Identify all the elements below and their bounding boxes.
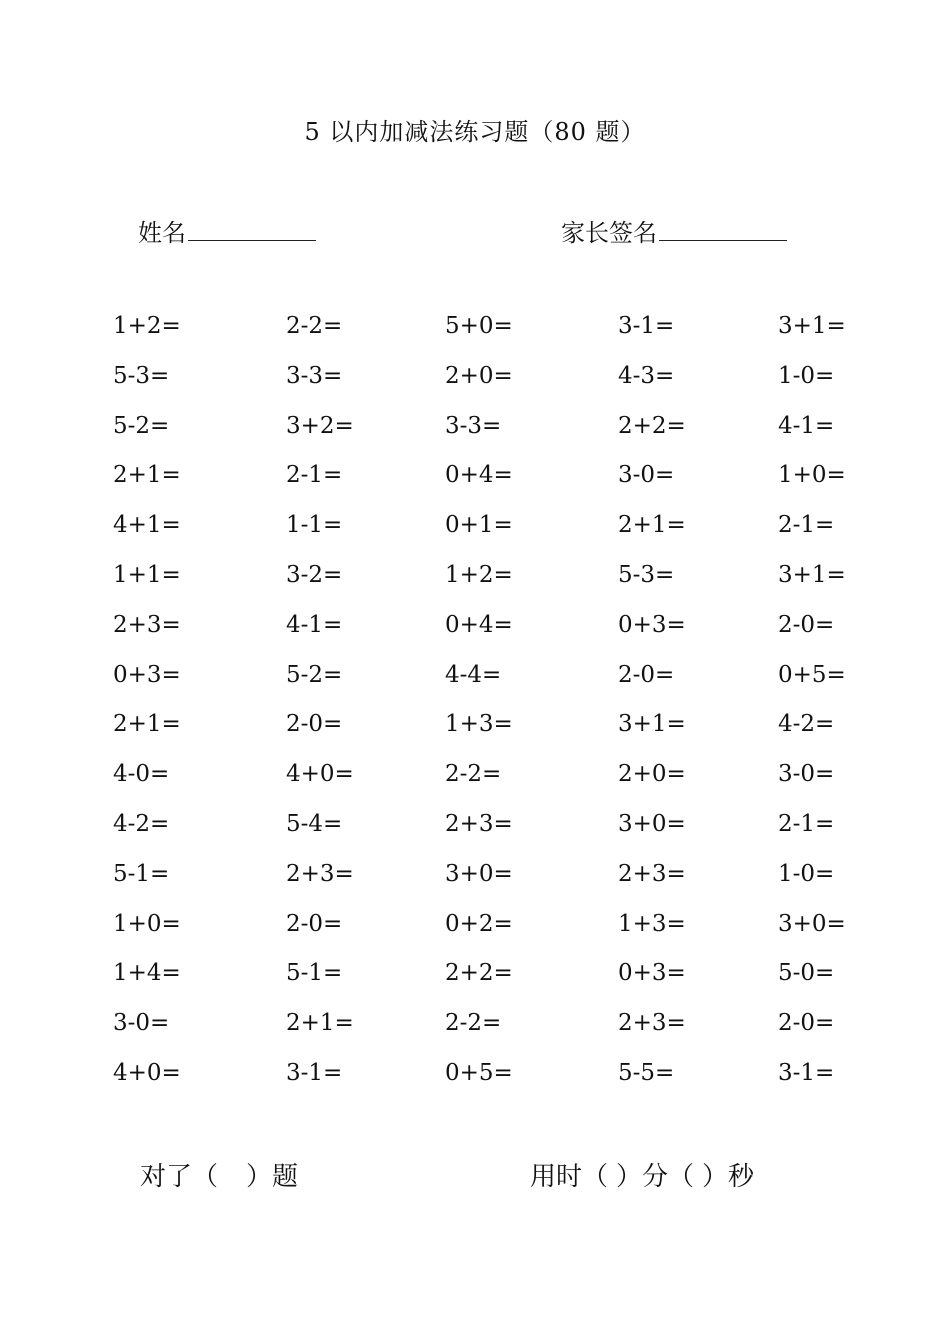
- problem-item: 0+1=: [445, 512, 513, 539]
- problem-item: 5-4=: [286, 810, 343, 837]
- problem-item: 3-0=: [618, 462, 675, 489]
- problem-item: 1+0=: [113, 910, 181, 937]
- problem-item: 2+3=: [286, 860, 354, 887]
- problem-row: [0, 854, 950, 904]
- problem-item: 1+2=: [445, 561, 513, 588]
- problem-row: [0, 406, 950, 456]
- problem-item: 3-0=: [778, 761, 835, 788]
- problem-item: 1+3=: [618, 910, 686, 937]
- problem-row: [0, 605, 950, 655]
- name-blank[interactable]: [188, 216, 316, 241]
- problem-item: 2-0=: [778, 1010, 835, 1037]
- problem-item: 2-0=: [778, 611, 835, 638]
- problem-item: 1+2=: [113, 313, 181, 339]
- problem-item: 1-0=: [778, 860, 835, 887]
- problem-row: [0, 505, 950, 555]
- problem-item: 5-2=: [113, 412, 170, 439]
- problem-item: 3+0=: [618, 810, 686, 837]
- problem-item: 2+3=: [618, 1010, 686, 1037]
- problem-item: 2-1=: [286, 462, 343, 489]
- problem-item: 3+1=: [778, 313, 846, 339]
- problem-item: 0+4=: [445, 611, 513, 638]
- problem-item: 2+1=: [618, 512, 686, 539]
- problem-item: 3-1=: [618, 313, 675, 339]
- problem-item: 2-1=: [778, 512, 835, 539]
- correct-count-line: [140, 1156, 298, 1193]
- problem-item: 2+1=: [113, 462, 181, 489]
- problem-item: 5-0=: [778, 960, 835, 987]
- time-used-line: [530, 1156, 754, 1193]
- problem-item: 4+0=: [113, 1059, 181, 1086]
- problem-item: 4-3=: [618, 362, 675, 389]
- problem-item: 3-0=: [113, 1010, 170, 1037]
- problem-row: [0, 754, 950, 804]
- problem-item: 5-5=: [618, 1059, 675, 1086]
- time-suffix: ）秒: [702, 1162, 755, 1192]
- problem-row: [0, 704, 950, 754]
- problem-item: 4+1=: [113, 512, 181, 539]
- problem-item: 2+3=: [445, 810, 513, 837]
- problem-item: 3-3=: [445, 412, 502, 439]
- problem-item: 4-0=: [113, 761, 170, 788]
- problem-item: 3+2=: [286, 412, 354, 439]
- problem-item: 1+0=: [778, 462, 846, 489]
- problem-item: 0+3=: [113, 661, 181, 688]
- problem-item: 0+4=: [445, 462, 513, 489]
- problem-item: 0+5=: [778, 661, 846, 688]
- problem-item: 2-0=: [618, 661, 675, 688]
- problem-item: 1+3=: [445, 711, 513, 738]
- parent-signature-label: 家长签名: [561, 219, 657, 247]
- parent-signature-field[interactable]: [561, 213, 787, 248]
- problem-row: [0, 953, 950, 1003]
- problem-item: 2-1=: [778, 810, 835, 837]
- problem-row: [0, 555, 950, 605]
- problem-row: [0, 804, 950, 854]
- problem-item: 5+0=: [445, 313, 513, 339]
- problem-item: 1-1=: [286, 512, 343, 539]
- problem-item: 0+2=: [445, 910, 513, 937]
- problem-item: 2-0=: [286, 910, 343, 937]
- problem-row: [0, 1003, 950, 1053]
- problem-item: 2+0=: [618, 761, 686, 788]
- problem-item: 5-1=: [113, 860, 170, 887]
- problem-item: 1+1=: [113, 561, 181, 588]
- problem-item: 5-3=: [618, 561, 675, 588]
- problem-item: 2+2=: [445, 960, 513, 987]
- problem-item: 3+1=: [778, 561, 846, 588]
- correct-suffix: ）题: [246, 1162, 299, 1192]
- problem-item: 3+0=: [778, 910, 846, 937]
- name-label: 姓名: [138, 219, 186, 247]
- problem-item: 2+2=: [618, 412, 686, 439]
- problem-item: 1+4=: [113, 960, 181, 987]
- problem-item: 3-1=: [778, 1059, 835, 1086]
- problem-item: 0+3=: [618, 611, 686, 638]
- problem-item: 3+0=: [445, 860, 513, 887]
- problem-row: [0, 306, 950, 356]
- problem-item: 2-0=: [286, 711, 343, 738]
- problem-row: [0, 455, 950, 505]
- problem-item: 2-2=: [445, 761, 502, 788]
- problem-item: 5-1=: [286, 960, 343, 987]
- problem-item: 3-2=: [286, 561, 343, 588]
- problem-row: [0, 904, 950, 954]
- problem-item: 4+0=: [286, 761, 354, 788]
- problem-item: 4-1=: [778, 412, 835, 439]
- problem-item: 2+1=: [286, 1010, 354, 1037]
- problem-item: 2+3=: [618, 860, 686, 887]
- problem-row: [0, 1053, 950, 1103]
- problem-item: 4-4=: [445, 661, 502, 688]
- problem-item: 4-2=: [778, 711, 835, 738]
- problem-row: [0, 356, 950, 406]
- problem-item: 2-2=: [445, 1010, 502, 1037]
- problem-item: 2+0=: [445, 362, 513, 389]
- problem-item: 1-0=: [778, 362, 835, 389]
- problem-item: 3+1=: [618, 711, 686, 738]
- parent-signature-blank[interactable]: [659, 216, 787, 241]
- problem-item: 4-1=: [286, 611, 343, 638]
- name-field[interactable]: [138, 213, 316, 248]
- problem-item: 5-2=: [286, 661, 343, 688]
- time-mid: ）分（: [616, 1162, 695, 1192]
- correct-prefix: 对了（: [140, 1162, 219, 1192]
- time-prefix: 用时（: [530, 1162, 609, 1192]
- page-title: 5 以内加减法练习题（80 题）: [304, 118, 646, 146]
- problem-item: 4-2=: [113, 810, 170, 837]
- problem-item: 5-3=: [113, 362, 170, 389]
- problem-item: 0+3=: [618, 960, 686, 987]
- signature-fields: [0, 213, 950, 253]
- problem-item: 3-1=: [286, 1059, 343, 1086]
- problem-item: 2+1=: [113, 711, 181, 738]
- problem-item: 2-2=: [286, 313, 343, 339]
- problem-item: 3-3=: [286, 362, 343, 389]
- problem-row: [0, 655, 950, 705]
- problem-item: 0+5=: [445, 1059, 513, 1086]
- problem-item: 2+3=: [113, 611, 181, 638]
- problem-grid: [0, 306, 950, 1103]
